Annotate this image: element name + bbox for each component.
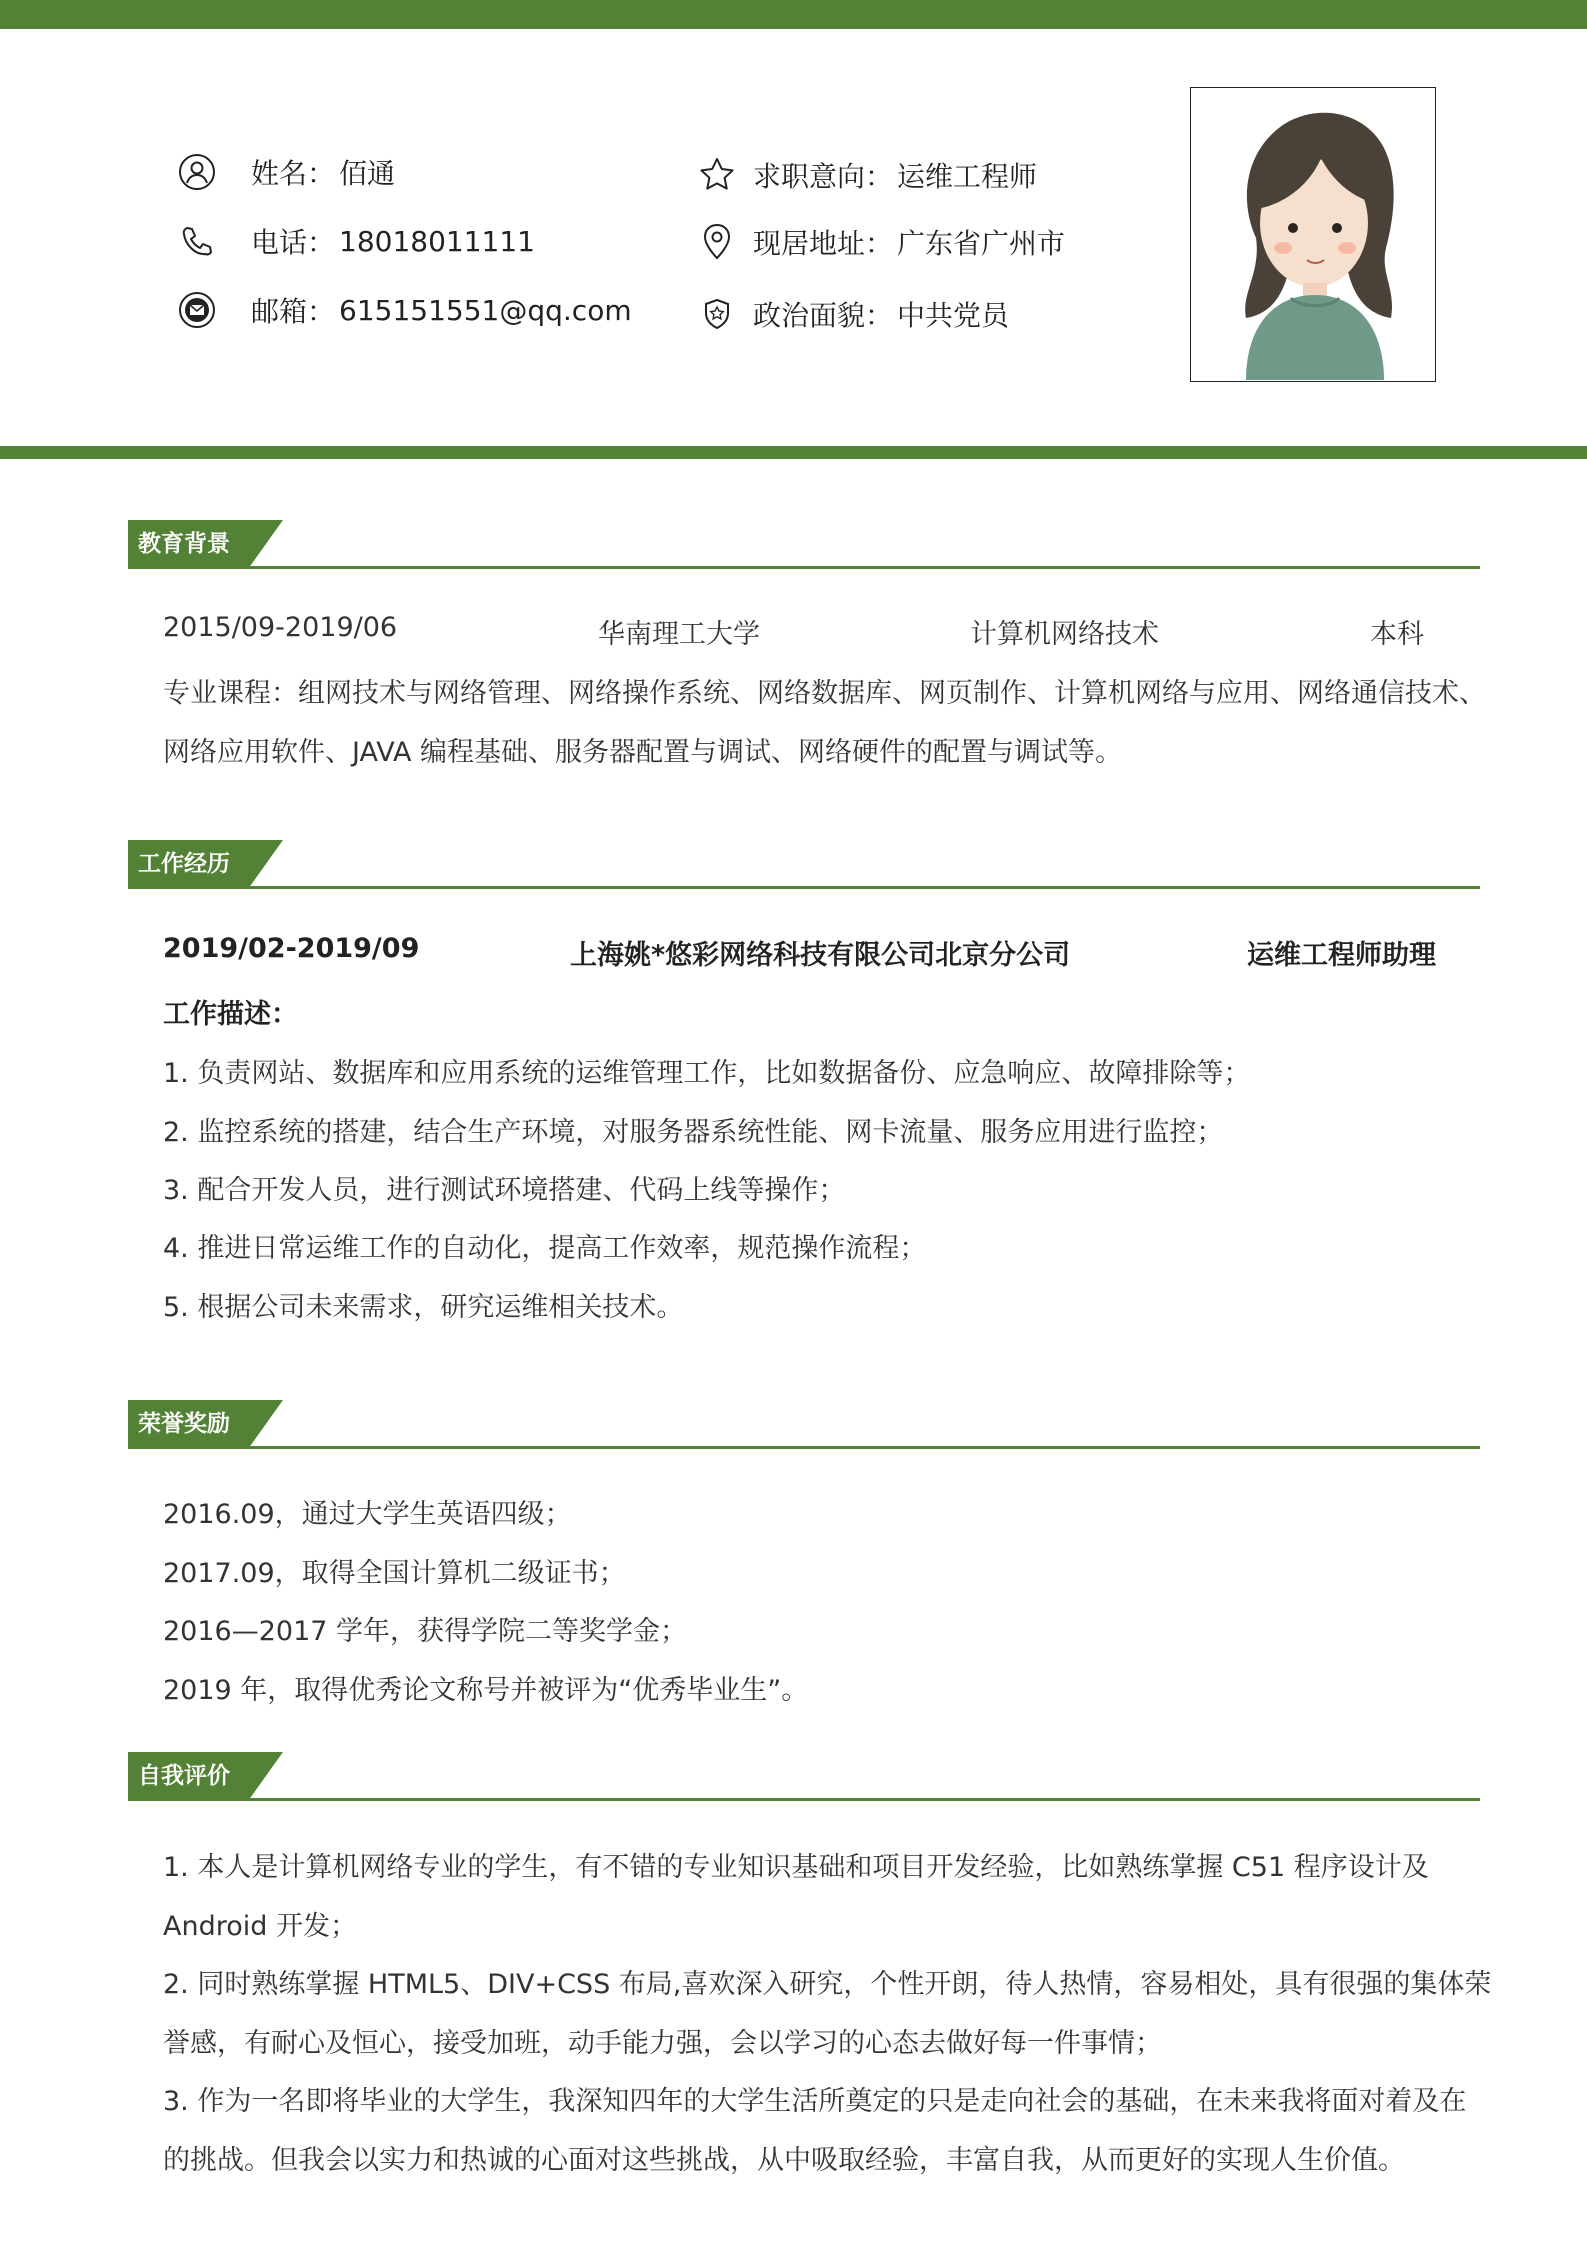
work-item: 1. 负责网站、数据库和应用系统的运维管理工作，比如数据备份、应急响应、故障排除等；: [163, 1058, 1251, 1089]
info-address: 现居地址： 广东省广州市: [697, 222, 1065, 262]
section-rule: [128, 1798, 1480, 1801]
edu-major: 计算机网络技术: [970, 619, 1159, 650]
section-self-header: [128, 1752, 1480, 1801]
edu-courses-line: 网络应用软件、JAVA 编程基础、服务器配置与调试、网络硬件的配置与调试等。: [163, 737, 1123, 768]
politics-value: 中共党员: [897, 299, 1010, 332]
phone-value: 18018011111: [339, 224, 535, 258]
honor-item: 2017.09，取得全国计算机二级证书；: [163, 1558, 626, 1589]
self-line: 3. 作为一名即将毕业的大学生，我深知四年的大学生活所奠定的只是走向社会的基础，在未来我将面对着及在: [163, 2086, 1467, 2117]
self-line: 1. 本人是计算机网络专业的学生，有不错的专业知识基础和项目开发经验，比如熟练掌握 C51 程序设计及: [163, 1852, 1429, 1883]
work-position: 运维工程师助理: [1247, 940, 1436, 971]
work-company: 上海姚*悠彩网络科技有限公司北京分公司: [570, 940, 1071, 971]
section-work-header: [128, 840, 1480, 889]
section-rule: [128, 1446, 1480, 1449]
section-honors-header: [128, 1400, 1480, 1449]
edu-courses-line: 专业课程：组网技术与网络管理、网络操作系统、网络数据库、网页制作、计算机网络与应用、网络通信技术、: [163, 678, 1486, 709]
profile-photo: [1190, 87, 1436, 382]
phone-icon: [177, 221, 217, 261]
section-tab: 荣誉奖励: [128, 1400, 283, 1449]
edu-school: 华南理工大学: [598, 619, 760, 650]
name-value: 佰通: [339, 157, 396, 190]
intent-value: 运维工程师: [897, 160, 1038, 193]
edu-period: 2015/09-2019/06: [163, 612, 398, 643]
badge-star-icon: [697, 294, 737, 334]
work-desc-title: 工作描述：: [163, 999, 298, 1030]
work-period: 2019/02-2019/09: [163, 933, 420, 964]
info-email: 邮箱： 615151551@qq.com: [177, 290, 632, 330]
work-item: 3. 配合开发人员，进行测试环境搭建、代码上线等操作；: [163, 1175, 846, 1206]
self-line: 的挑战。但我会以实力和热诚的心面对这些挑战，从中吸取经验，丰富自我，从而更好的实现人生价值。: [163, 2145, 1405, 2176]
work-item: 2. 监控系统的搭建，结合生产环境，对服务器系统性能、网卡流量、服务应用进行监控；: [163, 1117, 1224, 1148]
user-circle-icon: [177, 152, 217, 192]
section-education-header: [128, 520, 1480, 569]
section-rule: [128, 886, 1480, 889]
section-tab: 教育背景: [128, 520, 283, 569]
header-divider-bar: [0, 446, 1587, 459]
section-rule: [128, 566, 1480, 569]
self-line: 誉感，有耐心及恒心，接受加班，动手能力强，会以学习的心态去做好每一件事情；: [163, 2028, 1162, 2059]
star-icon: [697, 155, 737, 195]
section-tab: 自我评价: [128, 1752, 283, 1801]
honor-item: 2016.09，通过大学生英语四级；: [163, 1499, 572, 1530]
info-politics: 政治面貌： 中共党员: [697, 294, 1009, 334]
mail-circle-icon: [177, 290, 217, 330]
honor-item: 2016—2017 学年，获得学院二等奖学金；: [163, 1616, 688, 1647]
info-name: 姓名： 佰通: [177, 152, 395, 192]
edu-degree: 本科: [1370, 619, 1424, 650]
info-intent: 求职意向： 运维工程师: [697, 155, 1037, 195]
address-value: 广东省广州市: [897, 227, 1066, 260]
work-item: 5. 根据公司未来需求，研究运维相关技术。: [163, 1292, 684, 1323]
info-phone: 电话： 18018011111: [177, 221, 535, 261]
self-line: 2. 同时熟练掌握 HTML5、DIV+CSS 布局,喜欢深入研究，个性开朗，待人热情，容易相处，具有很强的集体荣: [163, 1969, 1492, 2000]
honor-item: 2019 年，取得优秀论文称号并被评为“优秀毕业生”。: [163, 1675, 809, 1706]
top-accent-bar: [0, 0, 1587, 29]
location-pin-icon: [697, 222, 737, 262]
work-item: 4. 推进日常运维工作的自动化，提高工作效率，规范操作流程；: [163, 1233, 927, 1264]
email-value: 615151551@qq.com: [339, 293, 632, 327]
self-line: Android 开发；: [163, 1911, 357, 1942]
section-tab: 工作经历: [128, 840, 283, 889]
